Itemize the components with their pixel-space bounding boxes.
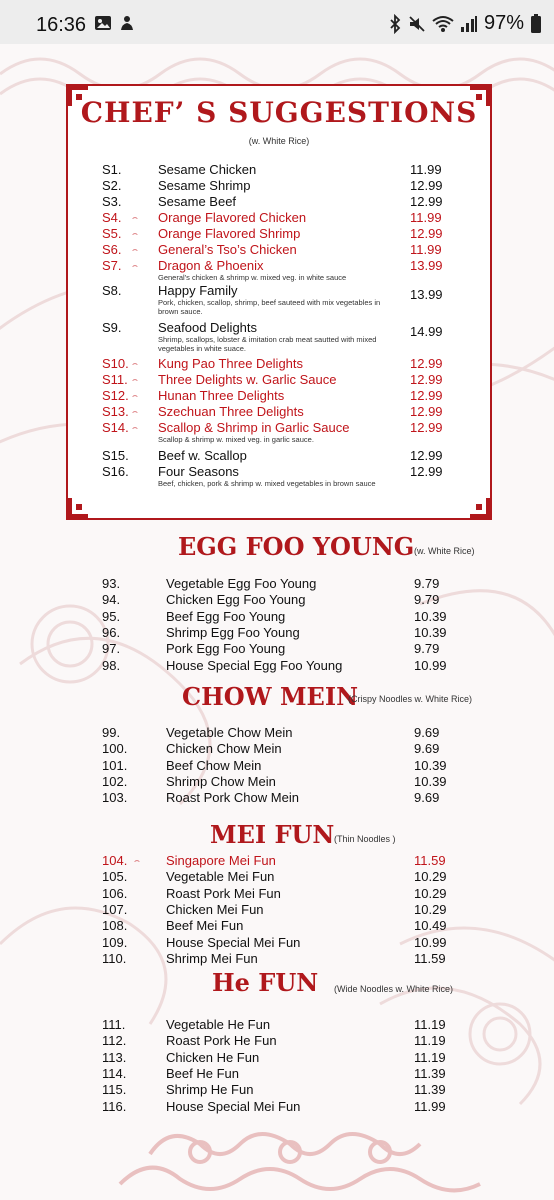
item-name: Scallop & Shrimp in Garlic Sauce	[158, 420, 350, 435]
item-name: Shrimp Chow Mein	[166, 773, 276, 789]
mute-icon	[408, 15, 426, 33]
item-description: Beef, chicken, pork & shrimp w. mixed vegetables in brown sauce	[158, 479, 376, 488]
section-title: He FUN	[212, 968, 319, 997]
item-price: 11.99	[410, 242, 442, 257]
item-name: House Special Egg Foo Young	[166, 657, 343, 673]
item-price: 9.69	[414, 790, 440, 806]
item-price: 13.99	[410, 258, 443, 273]
item-number: S4.	[102, 210, 122, 225]
item-number: 102.	[102, 773, 128, 789]
item-name: Sesame Shrimp	[158, 178, 251, 193]
section-title: EGG FOO YOUNG	[178, 532, 415, 561]
item-price: 11.59	[414, 950, 446, 966]
item-name: General’s Tso’s Chicken	[158, 242, 297, 257]
item-number: S8.	[102, 283, 122, 298]
item-number: S10.	[102, 356, 129, 371]
item-price: 10.39	[414, 773, 447, 789]
item-price: 12.99	[410, 226, 443, 241]
item-number: S3.	[102, 194, 122, 209]
item-number: 103.	[102, 790, 128, 806]
pepper-icon: ⌢	[132, 228, 138, 238]
item-number: S15.	[102, 448, 129, 463]
item-number: 95.	[102, 608, 121, 624]
item-description: General's chicken & shrimp w. mixed veg. in white sauce	[158, 273, 347, 282]
item-number: S13.	[102, 404, 129, 419]
item-price: 9.69	[414, 725, 440, 740]
item-price: 12.99	[410, 420, 443, 435]
item-number: 115.	[102, 1082, 127, 1098]
menu-page	[0, 44, 554, 1200]
section-subtitle: (Thin Noodles )	[334, 834, 396, 844]
item-price: 11.99	[410, 162, 442, 177]
pepper-icon: ⌢	[134, 855, 140, 865]
item-description: Shrimp, scallops, lobster & imitation crab meat sautted with mixed vegetables in white suace.	[158, 335, 377, 353]
item-name: House Special Mei Fun	[166, 934, 301, 950]
item-number: 114.	[102, 1065, 127, 1081]
pepper-icon: ⌢	[132, 390, 138, 400]
pepper-icon: ⌢	[132, 406, 138, 416]
item-number: S2.	[102, 178, 122, 193]
pepper-icon: ⌢	[132, 422, 138, 432]
item-price: 12.99	[410, 388, 443, 403]
item-number: S12.	[102, 388, 129, 403]
item-price: 10.39	[414, 757, 447, 773]
item-price: 10.39	[414, 624, 447, 640]
notification-icon	[118, 14, 136, 32]
item-number: S5.	[102, 226, 122, 241]
pepper-icon: ⌢	[132, 260, 138, 270]
item-price: 10.49	[414, 918, 447, 934]
item-name: Vegetable Egg Foo Young	[166, 576, 317, 591]
item-name: Vegetable He Fun	[166, 1017, 271, 1032]
item-number: 98.	[102, 657, 121, 673]
item-name: Dragon & Phoenix	[158, 258, 264, 273]
item-price: 11.99	[410, 210, 442, 225]
wifi-icon	[432, 15, 454, 33]
item-name: Roast Pork Chow Mein	[166, 790, 299, 806]
item-price: 11.39	[414, 1082, 446, 1098]
item-price: 10.99	[414, 934, 447, 950]
item-number: S1.	[102, 162, 122, 177]
pepper-icon: ⌢	[132, 212, 138, 222]
chef-suggestions-box	[66, 84, 492, 520]
item-name: House Special Mei Fun	[166, 1098, 301, 1114]
item-name: Roast Pork He Fun	[166, 1033, 277, 1049]
item-name: Sesame Beef	[158, 194, 237, 209]
pepper-icon: ⌢	[132, 244, 138, 254]
item-price: 10.29	[414, 869, 447, 885]
item-number: 93.	[102, 576, 121, 591]
section-subtitle: (Wide Noodles w. White Rice)	[334, 984, 454, 994]
item-price: 10.39	[414, 608, 447, 624]
section-subtitle: (Crispy Noodles w. White Rice)	[348, 694, 473, 704]
item-price: 9.79	[414, 592, 440, 608]
item-name: Kung Pao Three Delights	[158, 356, 304, 371]
item-number: S16.	[102, 464, 129, 479]
item-number: 113.	[102, 1049, 127, 1065]
item-name: Shrimp He Fun	[166, 1082, 254, 1098]
item-number: S14.	[102, 420, 129, 435]
item-price: 13.99	[410, 287, 443, 302]
item-name: Four Seasons	[158, 464, 239, 479]
item-name: Seafood Delights	[158, 320, 258, 335]
item-price: 12.99	[410, 372, 443, 387]
item-name: Szechuan Three Delights	[158, 404, 304, 419]
item-name: Vegetable Chow Mein	[166, 725, 293, 740]
item-number: 112.	[102, 1033, 127, 1049]
item-number: 107.	[102, 901, 128, 917]
item-name: Sesame Chicken	[158, 162, 257, 177]
item-number: 105.	[102, 869, 128, 885]
item-name: Beef Mei Fun	[166, 918, 244, 934]
item-name: Happy Family	[158, 283, 238, 298]
item-name: Chicken He Fun	[166, 1049, 260, 1065]
item-name: Orange Flavored Shrimp	[158, 226, 301, 241]
section-title: CHOW MEIN	[182, 682, 359, 711]
item-number: 106.	[102, 885, 128, 901]
item-price: 12.99	[410, 356, 443, 371]
battery-icon	[530, 14, 542, 34]
item-name: Beef Egg Foo Young	[166, 608, 286, 624]
item-name: Chicken Egg Foo Young	[166, 592, 306, 608]
item-number: 97.	[102, 641, 121, 657]
item-price: 11.19	[414, 1049, 446, 1065]
item-number: 100.	[102, 741, 128, 757]
item-number: 99.	[102, 725, 121, 740]
item-number: 111.	[102, 1017, 126, 1032]
item-price: 12.99	[410, 448, 443, 463]
item-name: Chicken Chow Mein	[166, 741, 282, 757]
item-name: Chicken Mei Fun	[166, 901, 264, 917]
item-price: 10.99	[414, 657, 447, 673]
battery-percent: 97%	[483, 12, 524, 34]
section-subtitle: (w. White Rice)	[248, 136, 310, 146]
corner-ornament	[66, 498, 88, 520]
item-name: Shrimp Mei Fun	[166, 950, 258, 966]
item-name: Shrimp Egg Foo Young	[166, 624, 300, 640]
item-price: 11.59	[414, 853, 446, 868]
item-price: 11.39	[414, 1065, 446, 1081]
item-name: Beef Chow Mein	[166, 757, 262, 773]
item-number: 96.	[102, 624, 121, 640]
section-subtitle: (w. White Rice)	[414, 546, 475, 556]
item-price: 11.99	[414, 1098, 446, 1114]
item-name: Orange Flavored Chicken	[158, 210, 307, 225]
item-number: S9.	[102, 320, 122, 335]
item-description: Scallop & shrimp w. mixed veg. in garlic sauce.	[158, 435, 314, 444]
corner-ornament	[470, 498, 492, 520]
item-number: 116.	[102, 1098, 127, 1114]
item-number: 108.	[102, 918, 128, 934]
item-price: 10.29	[414, 901, 447, 917]
item-name: Beef He Fun	[166, 1065, 239, 1081]
item-price: 9.79	[414, 576, 440, 591]
section-title: CHEF’ S SUGGESTIONS	[80, 96, 478, 129]
item-number: 109.	[102, 934, 128, 950]
item-price: 9.69	[414, 741, 440, 757]
item-price: 11.19	[414, 1033, 446, 1049]
item-number: 101.	[102, 757, 128, 773]
item-number: 110.	[102, 950, 127, 966]
pepper-icon: ⌢	[132, 374, 138, 384]
item-name: Beef w. Scallop	[158, 448, 247, 463]
signal-icon	[460, 15, 478, 33]
item-number: 94.	[102, 592, 121, 608]
item-price: 9.79	[414, 641, 440, 657]
item-name: Three Delights w. Garlic Sauce	[158, 372, 337, 387]
item-name: Vegetable Mei Fun	[166, 869, 275, 885]
item-price: 11.19	[414, 1017, 446, 1032]
item-name: Singapore Mei Fun	[166, 853, 276, 868]
image-icon	[94, 14, 112, 32]
item-name: Pork Egg Foo Young	[166, 641, 286, 657]
item-price: 14.99	[410, 324, 443, 339]
bluetooth-icon	[388, 14, 402, 34]
item-number: S7.	[102, 258, 122, 273]
item-price: 12.99	[410, 404, 443, 419]
item-price: 12.99	[410, 464, 443, 479]
section-title: MEI FUN	[210, 820, 335, 849]
status-bar	[0, 0, 554, 44]
item-price: 12.99	[410, 194, 443, 209]
item-description: Pork, chicken, scallop, shrimp, beef sauteed with mix vegetables in brown sauce.	[158, 298, 381, 316]
status-time: 16:36	[36, 14, 87, 36]
item-name: Hunan Three Delights	[158, 388, 285, 403]
item-number: S6.	[102, 242, 122, 257]
item-number: S11.	[102, 372, 128, 387]
item-price: 10.29	[414, 885, 447, 901]
item-name: Roast Pork Mei Fun	[166, 885, 281, 901]
pepper-icon: ⌢	[132, 358, 138, 368]
item-number: 104.	[102, 853, 128, 868]
item-price: 12.99	[410, 178, 443, 193]
